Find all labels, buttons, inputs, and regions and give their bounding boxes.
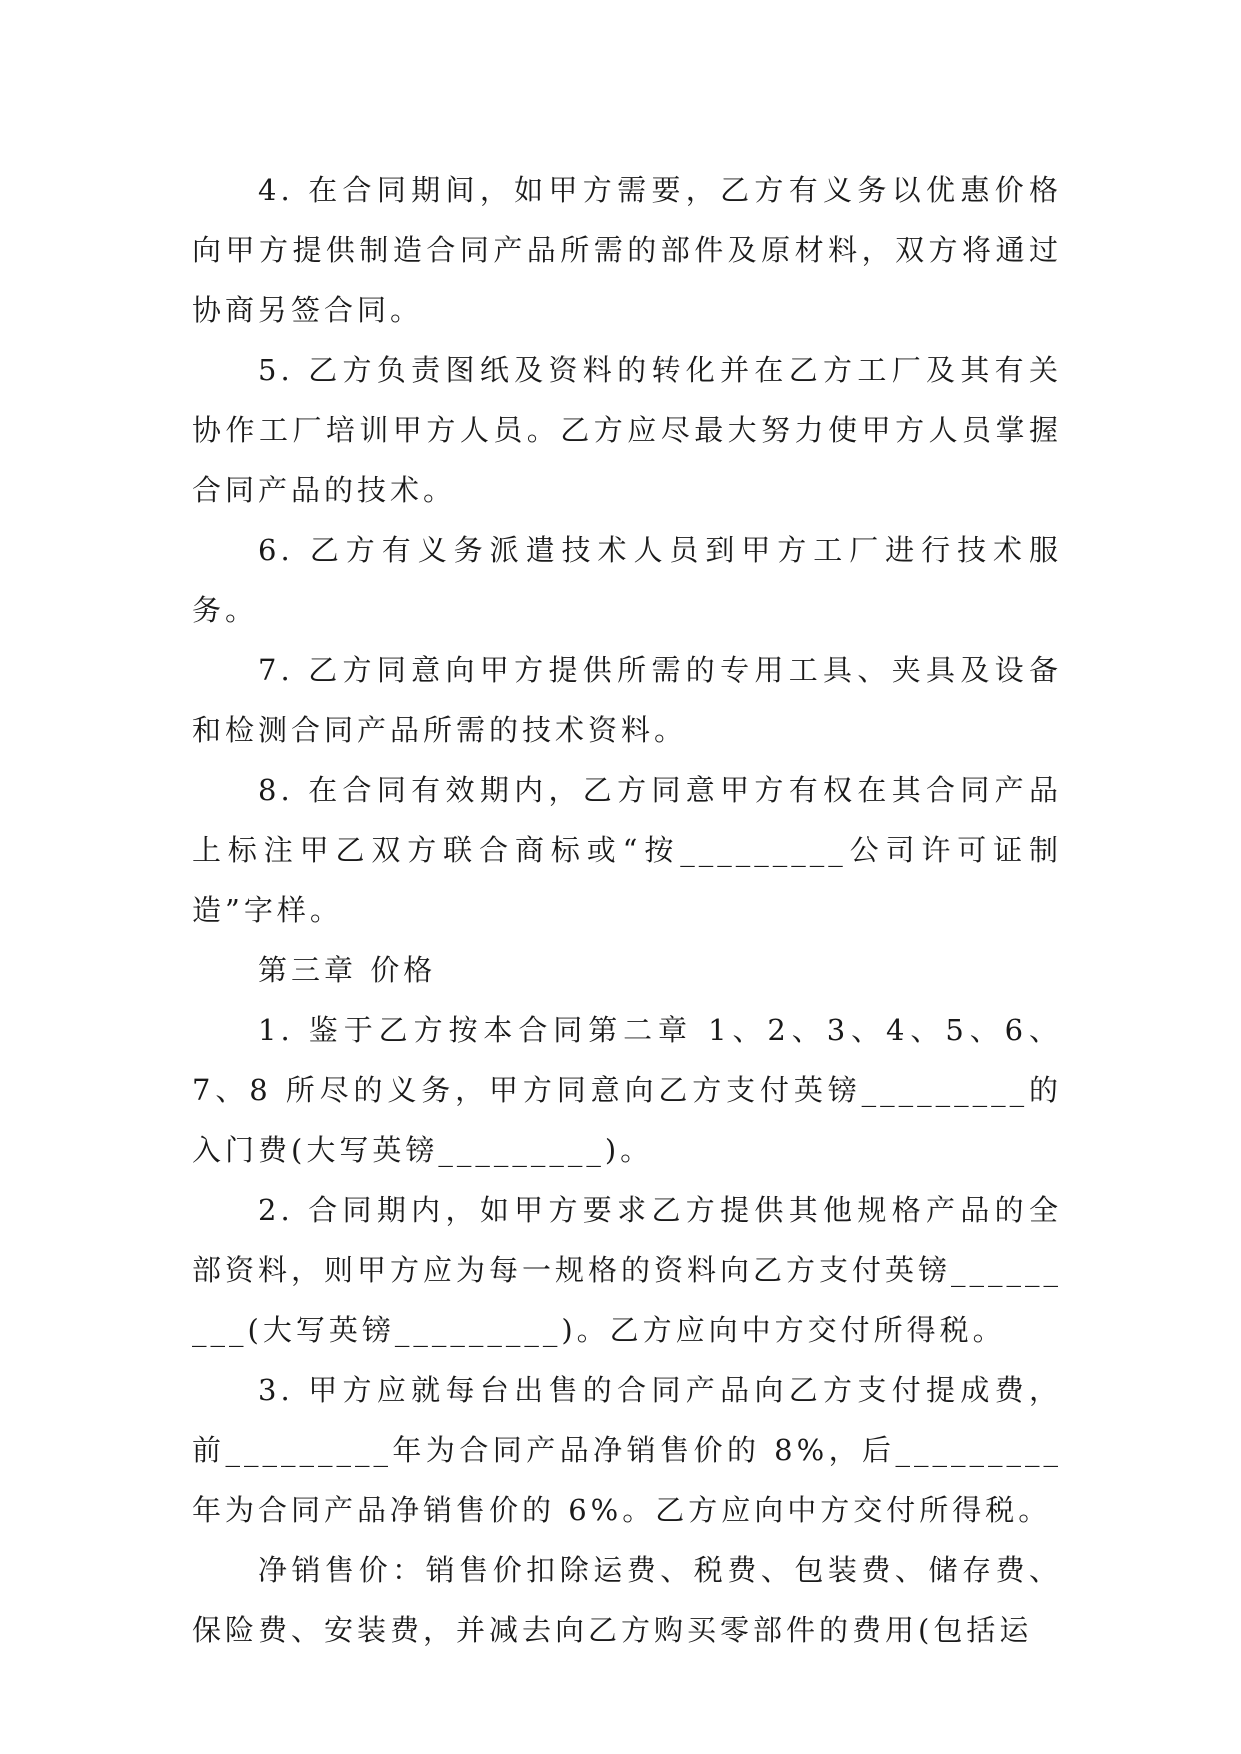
clause-6: 6. 乙方有义务派遣技术人员到甲方工厂进行技术服务。 <box>192 533 1062 627</box>
net-sales-price-definition: 净销售价：销售价扣除运费、税费、包装费、储存费、保险费、安装费，并减去向乙方购买零部件的费用(包括运 <box>192 1553 1062 1647</box>
document-body <box>192 160 1062 1660</box>
clause-4: 4. 在合同期间，如甲方需要，乙方有义务以优惠价格向甲方提供制造合同产品所需的部件及原材料，双方将通过协商另签合同。 <box>192 173 1062 327</box>
clause-7: 7. 乙方同意向甲方提供所需的专用工具、夹具及设备和检测合同产品所需的技术资料。 <box>192 653 1062 747</box>
chapter-heading: 第三章 价格 <box>258 953 437 987</box>
price-clause-2: 2. 合同期内，如甲方要求乙方提供其他规格产品的全部资料，则甲方应为每一规格的资料向乙方支付英镑_________(大写英镑_________)。乙方应向中方交付所得税。 <box>192 1193 1063 1347</box>
clause-5: 5. 乙方负责图纸及资料的转化并在乙方工厂及其有关协作工厂培训甲方人员。乙方应尽最大努力使甲方人员掌握合同产品的技术。 <box>192 353 1062 507</box>
price-clause-1: 1. 鉴于乙方按本合同第二章 1、2、3、4、5、6、7、8 所尽的义务，甲方同意向乙方支付英镑_________的入门费(大写英镑_________)。 <box>192 1013 1062 1167</box>
clause-8: 8. 在合同有效期内，乙方同意甲方有权在其合同产品上标注甲乙双方联合商标或“按_________公司许可证制造”字样。 <box>192 773 1062 927</box>
price-clause-3: 3. 甲方应就每台出售的合同产品向乙方支付提成费，前_________年为合同产品净销售价的 8%，后_________年为合同产品净销售价的 6%。乙方应向中方交付所得税。 <box>192 1373 1062 1527</box>
